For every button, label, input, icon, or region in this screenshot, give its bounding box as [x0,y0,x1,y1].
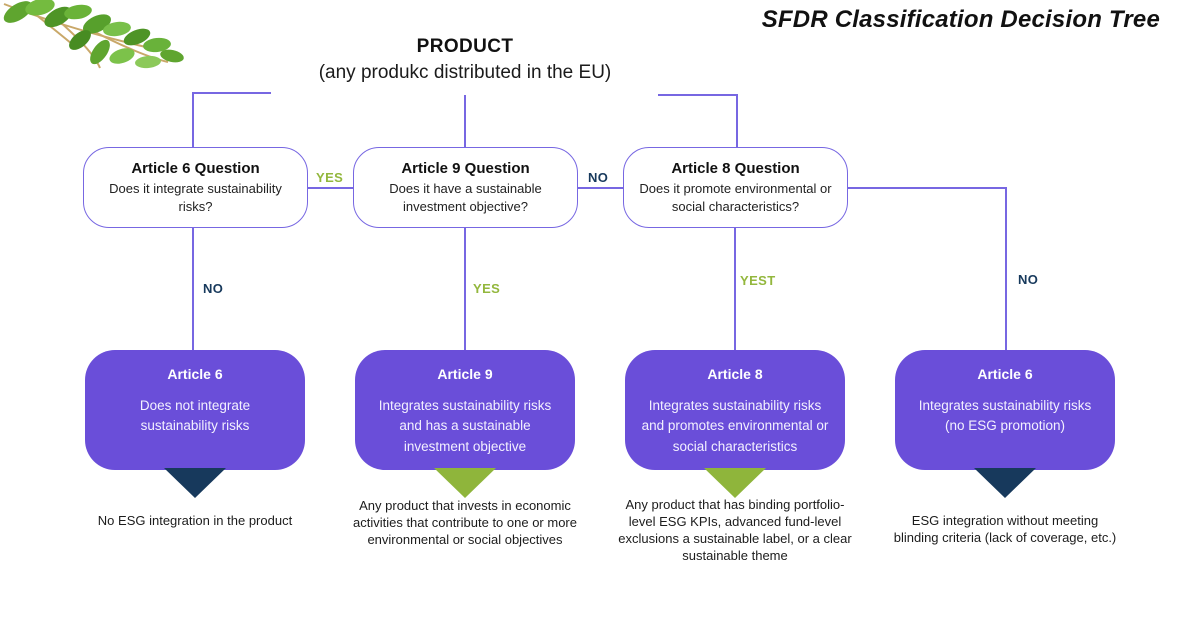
connector-q8-down [734,228,736,350]
result-title: Article 6 [167,366,223,382]
connector-root-left-h [192,92,271,94]
result-title: Article 9 [437,366,493,382]
question-title: Article 8 Question [671,159,800,177]
connector-root-left-v [192,92,194,148]
root-node-subtitle: (any produkc distributed in the EU) [318,62,612,83]
connector-q9-down [464,228,466,350]
question-node-article8 [623,147,848,228]
result-node-article6-no-esg [85,350,305,470]
edge-label-yes-q9-down: YES [473,281,501,296]
result-note: No ESG integration in the product [97,513,293,528]
connector-root-right-h [658,94,738,96]
result-body: Does not integrate sustainability risks [139,398,251,434]
result-node-article6-esg [895,350,1115,470]
question-body: Does it have a sustainable investment objective? [389,180,542,214]
edge-label-no-q9-q8: NO [588,170,609,185]
connector-q6-down [192,228,194,350]
leaf-branch-decoration [0,0,195,88]
connector-root-right-v [736,94,738,148]
edge-label-yes-q6-q9: YES [316,170,344,185]
question-body: Does it integrate sustainability risks? [109,180,282,214]
down-arrow-icon [434,468,496,498]
result-title: Article 6 [977,366,1033,382]
question-title: Article 6 Question [131,159,260,177]
connector-q9-q8 [578,187,623,189]
result-body: Integrates sustainability risks and promotes environmental or social characteristics [641,398,829,454]
question-body: Does it promote environmental or social characteristics? [639,180,832,214]
connector-q8-right-v [1005,187,1007,352]
result-body: Integrates sustainability risks and has a sustainable investment objective [378,398,552,454]
question-node-article6 [83,147,308,228]
edge-label-no-q8-right: NO [1018,272,1039,287]
page-title: SFDR Classification Decision Tree [761,6,1160,33]
root-node-title: PRODUCT [416,36,514,57]
result-node-article8 [625,350,845,470]
down-arrow-icon [704,468,766,498]
down-arrow-icon [974,468,1036,498]
result-title: Article 8 [707,366,763,382]
down-arrow-icon [164,468,226,498]
question-node-article9 [353,147,578,228]
connector-q6-q9 [308,187,353,189]
connector-q8-right-h [848,187,1006,189]
result-note: ESG integration without meeting blinding criteria (lack of coverage, etc.) [893,513,1117,546]
result-note: Any product that has binding portfolio-level ESG KPIs, advanced fund-level exclusions a sustainable label, or a clear sustainable theme [618,497,852,564]
edge-label-yest-q8-down: YEST [740,273,776,288]
result-note: Any product that invests in economic activities that contribute to one or more environmental or social objectives [352,498,577,548]
edge-label-no-q6-down: NO [203,281,224,296]
result-body: Integrates sustainability risks (no ESG promotion) [918,398,1092,434]
question-title: Article 9 Question [401,159,530,177]
connector-root-center-v [464,95,466,148]
result-node-article9 [355,350,575,470]
